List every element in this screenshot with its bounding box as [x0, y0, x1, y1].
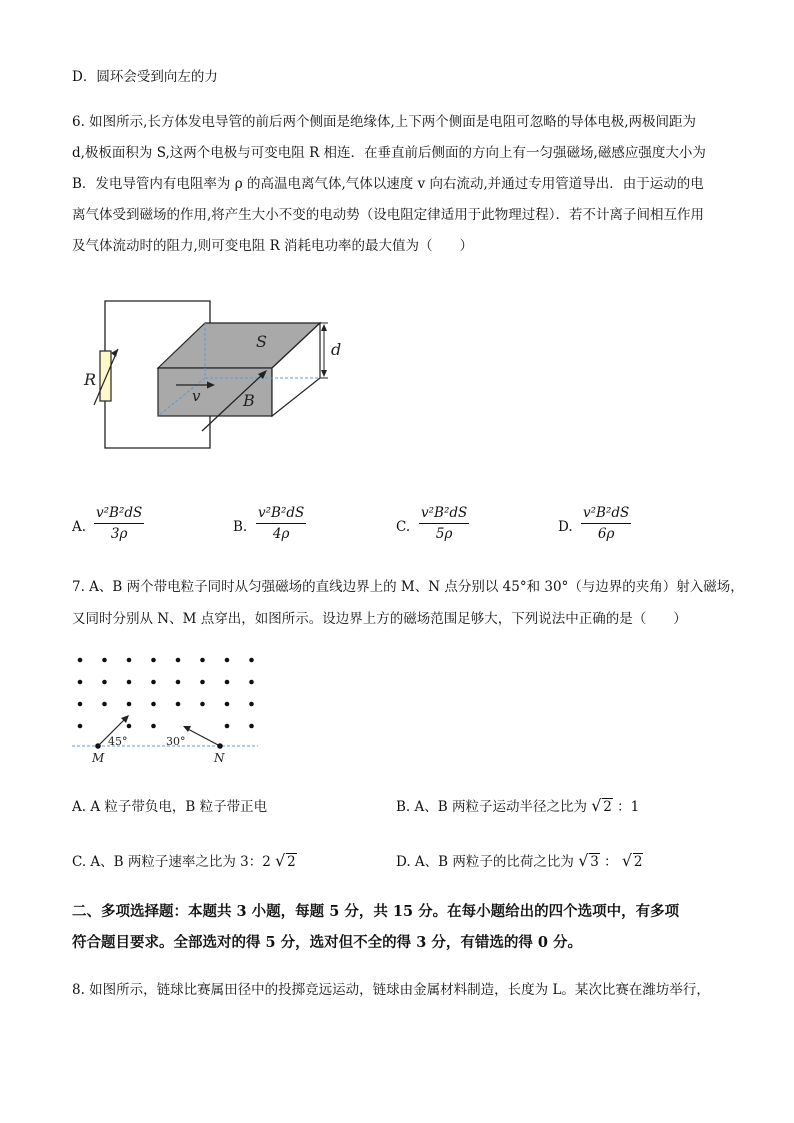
q7-option-a: A. A 粒子带负电，B 粒子带正电 [72, 799, 268, 815]
q7-option-d [396, 853, 643, 871]
field-dot [151, 724, 156, 729]
field-dot [249, 724, 254, 729]
label-R: R [84, 370, 97, 389]
field-dot [151, 658, 156, 663]
q6-option-b-denominator: 4ρ [272, 526, 290, 542]
field-dot [200, 658, 205, 663]
particle-b-arrow [186, 728, 220, 746]
q6-option-c-letter: C. [396, 519, 411, 535]
field-dot [225, 658, 230, 663]
sqrt-2: √ 2 [591, 796, 612, 815]
q7-option-c [72, 853, 297, 871]
field-dot [127, 680, 132, 685]
q6-option-c-fraction [419, 505, 469, 542]
label-B: B [243, 391, 255, 410]
label-M: M [92, 751, 105, 765]
q8-stem-line-1: 8. 如图所示，链球比赛属田径中的投掷竞远运动，链球由金属材料制造，长度为 L。某次比赛在潍坊举行， [72, 982, 710, 998]
label-v: v [192, 387, 201, 405]
label-d: d [331, 340, 342, 359]
field-dot [78, 724, 83, 729]
sqrt-2: √ 2 [275, 851, 296, 870]
q5-option-d: D．圆环会受到向左的力 [72, 69, 218, 85]
angle-30-label: 30° [166, 735, 186, 748]
field-dot [200, 702, 205, 707]
q6-option-c-denominator: 5ρ [435, 526, 453, 542]
label-N: N [214, 751, 225, 765]
sqrt-2: √ 2 [621, 851, 643, 870]
q7-option-b-suffix: ：1 [617, 799, 640, 815]
q6-option-d-fraction [581, 505, 631, 542]
section2-heading-line-1: 二、多项选择题：本题共 3 小题，每题 5 分，共 15 分。在每小题给出的四个选项中，有多项 [72, 903, 680, 920]
field-dot [176, 680, 181, 685]
field-dot [249, 658, 254, 663]
field-dot [151, 680, 156, 685]
field-dot [200, 680, 205, 685]
field-dot [102, 658, 107, 663]
ratio-colon: ： [604, 854, 618, 870]
field-dot [127, 658, 132, 663]
q6-option-a-letter: A. [72, 519, 87, 535]
front-face [158, 368, 272, 416]
q6-stem-line-1: 6. 如图所示,长方体发电导管的前后两个侧面是绝缘体,上下两个侧面是电阻可忽略的导体电极,两极间距为 [72, 114, 697, 130]
q7-option-b [396, 798, 639, 816]
q7-option-c-prefix: C. A、B 两粒子速率之比为 3：2 [72, 854, 271, 870]
q6-stem-line-2: d,极板面积为 S,这两个电极与可变电阻 R 相连．在垂直前后侧面的方向上有一匀强磁场,磁感应强度大小为 [72, 145, 706, 161]
q6-stem-line-3: B．发电导管内有电阻率为 ρ 的高温电离气体,气体以速度 v 向右流动,并通过专用管道导出．由于运动的电 [72, 176, 704, 192]
field-dots [78, 658, 254, 729]
q6-option-b-numerator: v²B²dS [256, 505, 306, 524]
sqrt-3: √ 3 [578, 851, 599, 870]
q6-option-a-fraction [94, 505, 144, 542]
field-dot [176, 658, 181, 663]
q6-stem-line-5: 及气体流动时的阻力,则可变电阻 R 消耗电功率的最大值为（ ） [72, 238, 474, 254]
field-dot [78, 680, 83, 685]
q6-stem-line-4: 离气体受到磁场的作用,将产生大小不变的电动势（设电阻定律适用于此物理过程）．若不计离子间相互作用 [72, 207, 705, 223]
q6-option-b-letter: B. [233, 519, 248, 535]
q7-option-b-prefix: B. A、B 两粒子运动半径之比为 [396, 799, 587, 815]
q6-generator-diagram [80, 293, 360, 458]
field-dot [78, 658, 83, 663]
section2-heading-line-2: 符合题目要求。全部选对的得 5 分，选对但不全的得 3 分，有错选的得 0 分。 [72, 934, 583, 951]
field-dot [249, 702, 254, 707]
q7-option-d-prefix: D. A、B 两粒子的比荷之比为 [396, 854, 574, 870]
field-dot [225, 702, 230, 707]
field-dot [176, 702, 181, 707]
q6-option-c-numerator: v²B²dS [419, 505, 469, 524]
field-dot [127, 724, 132, 729]
field-dot [102, 680, 107, 685]
q7-stem-line-1: 7. A、B 两个带电粒子同时从匀强磁场的直线边界上的 M、N 点分别以 45°和 30°（与边界的夹角）射入磁场， [72, 579, 744, 595]
q7-stem-line-2: 又同时分别从 N、M 点穿出，如图所示。设边界上方的磁场范围足够大，下列说法中正确的是（ ） [72, 611, 687, 627]
q6-option-a-denominator: 3ρ [110, 526, 128, 542]
q6-option-d-denominator: 6ρ [597, 526, 615, 542]
field-dot [127, 702, 132, 707]
q6-option-a-numerator: v²B²dS [94, 505, 144, 524]
label-S: S [256, 332, 267, 351]
q6-option-d-letter: D. [558, 519, 573, 535]
q6-option-b-fraction [256, 505, 306, 542]
variable-resistor [100, 351, 111, 401]
angle-45-label: 45° [108, 735, 128, 748]
field-dot [225, 724, 230, 729]
field-dot [225, 680, 230, 685]
field-dot [249, 680, 254, 685]
field-dot [102, 702, 107, 707]
q6-option-d-numerator: v²B²dS [581, 505, 631, 524]
field-dot [151, 702, 156, 707]
q7-magnetic-field-diagram [70, 650, 270, 768]
field-dot [78, 702, 83, 707]
